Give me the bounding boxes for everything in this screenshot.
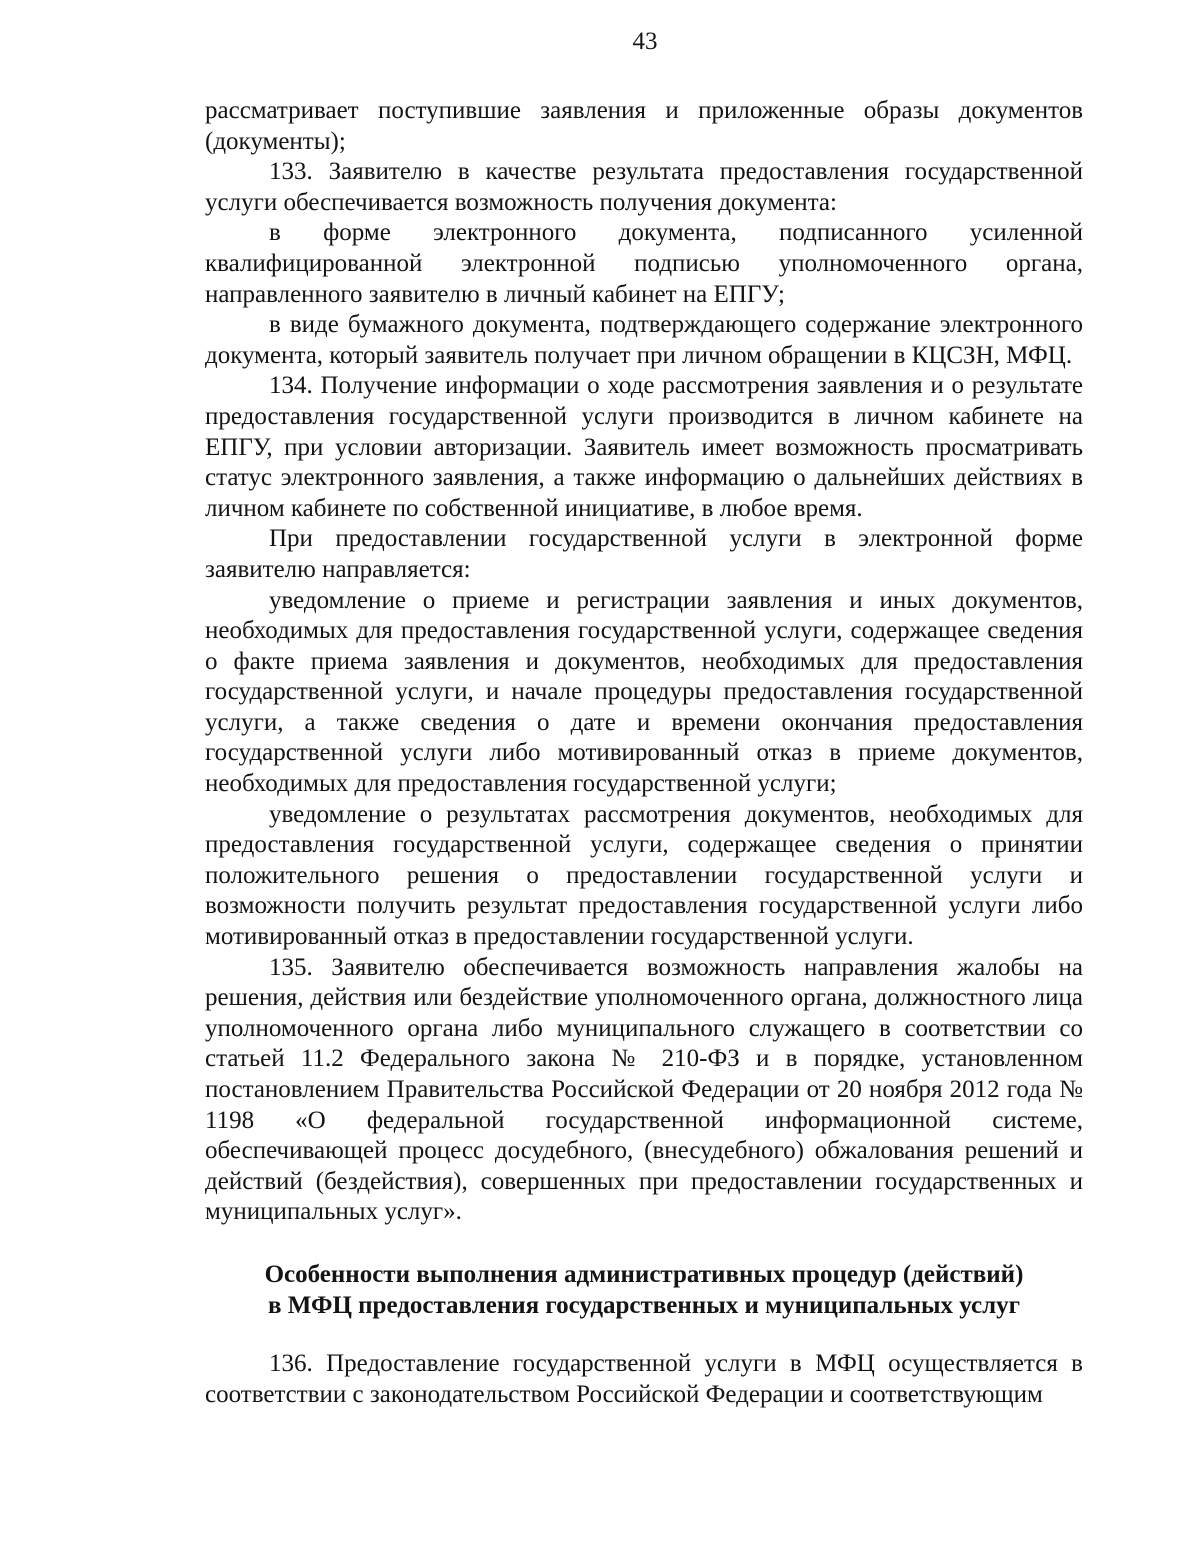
paragraph: в форме электронного документа, подписанного усиленной квалифицированной электронной подписью уполномоченного органа, направленного заявителю в личный кабинет на ЕПГУ; xyxy=(205,219,1083,308)
section-heading xyxy=(205,1259,1083,1321)
page-number: 43 xyxy=(632,28,658,55)
paragraph-134: 134. Получение информации о ходе рассмотрения заявления и о результате предоставления государственной услуги производится в личном кабинете на ЕПГУ, при условии авторизации. Заявитель имеет возможность просматривать статус электронного заявления, а также информацию о дальнейших действиях в личном кабинете по собственной инициативе, в любое время. xyxy=(205,372,1083,522)
paragraph: уведомление о результатах рассмотрения документов, необходимых для предоставления государственной услуги, содержащее сведения о принятии положительного решения о предоставлении государственной услуги и возможности получить результат предоставления государственной услуги либо мотивированный отказ в предоставлении государственной услуги. xyxy=(205,800,1083,951)
section-heading-line-2: в МФЦ предоставления государственных и муниципальных услуг xyxy=(267,1291,1021,1319)
paragraph: При предоставлении государственной услуги в электронной форме заявителю направляется: xyxy=(205,525,1083,583)
paragraph-135: 135. Заявителю обеспечивается возможность направления жалобы на решения, действия или бездействие уполномоченного органа, должностного лица уполномоченного органа либо муниципального служащего в соответствии со статьей 11.2 Федерального закона № 210-ФЗ и в порядке, установленном постановлением Правительства Российской Федерации от 20 ноября 2012 года № 1198 «О федеральной государственной информационной системе, обеспечивающей процесс досудебного, (внесудебного) обжалования решений и действий (бездействия), совершенных при предоставлении государственных и муниципальных услуг». xyxy=(205,953,1083,1226)
document-body xyxy=(205,96,1083,1410)
paragraph-133: 133. Заявителю в качестве результата предоставления государственной услуги обеспечивается возможность получения документа: xyxy=(205,158,1083,216)
section-heading-line-1: Особенности выполнения административных процедур (действий) xyxy=(264,1260,1024,1288)
paragraph: уведомление о приеме и регистрации заявления и иных документов, необходимых для предоставления государственной услуги, содержащее сведения о факте приема заявления и документов, необходимых для предоставления государственной услуги, и начале процедуры предоставления государственной услуги, а также сведения о дате и времени окончания предоставления государственной услуги либо мотивированный отказ в приеме документов, необходимых для предоставления государственной услуги; xyxy=(205,586,1083,798)
paragraph: в виде бумажного документа, подтверждающего содержание электронного документа, который заявитель получает при личном обращении в КЦСЗН, МФЦ. xyxy=(205,311,1083,369)
paragraph-136: 136. Предоставление государственной услуги в МФЦ осуществляется в соответствии с законодательством Российской Федерации и соответствующим xyxy=(205,1349,1083,1408)
paragraph: рассматривает поступившие заявления и приложенные образы документов (документы); xyxy=(205,97,1083,155)
